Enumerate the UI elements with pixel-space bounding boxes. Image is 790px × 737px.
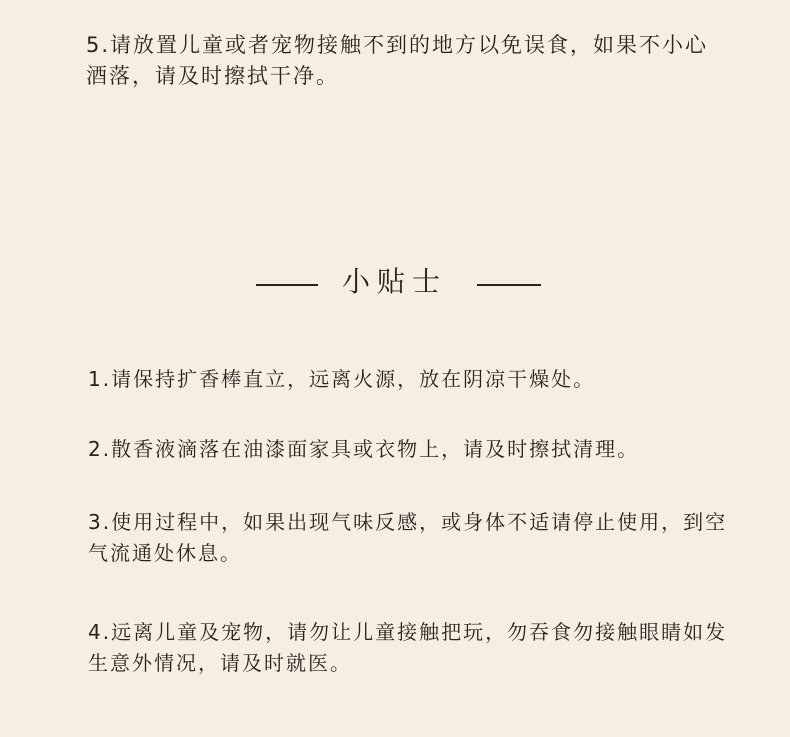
title-divider-right [477, 284, 541, 286]
title-divider-left [256, 284, 318, 286]
tip-item-2: 2.散香液滴落在油漆面家具或衣物上，请及时擦拭清理。 [88, 437, 640, 461]
tip-item-1: 1.请保持扩香棒直立，远离火源，放在阴凉干燥处。 [88, 367, 596, 391]
tips-title: 小贴士 [342, 265, 448, 298]
tips-heading [0, 262, 790, 302]
tip-item-3: 3.使用过程中，如果出现气味反感，或身体不适请停止使用，到空气流通处休息。 [88, 510, 728, 565]
instruction-item-5: 5.请放置儿童或者宠物接触不到的地方以免误食，如果不小心酒落，请及时擦拭干净。 [86, 33, 709, 88]
tip-item-4: 4.远离儿童及宠物，请勿让儿童接触把玩，勿吞食勿接触眼睛如发生意外情况，请及时就医。 [88, 620, 728, 675]
